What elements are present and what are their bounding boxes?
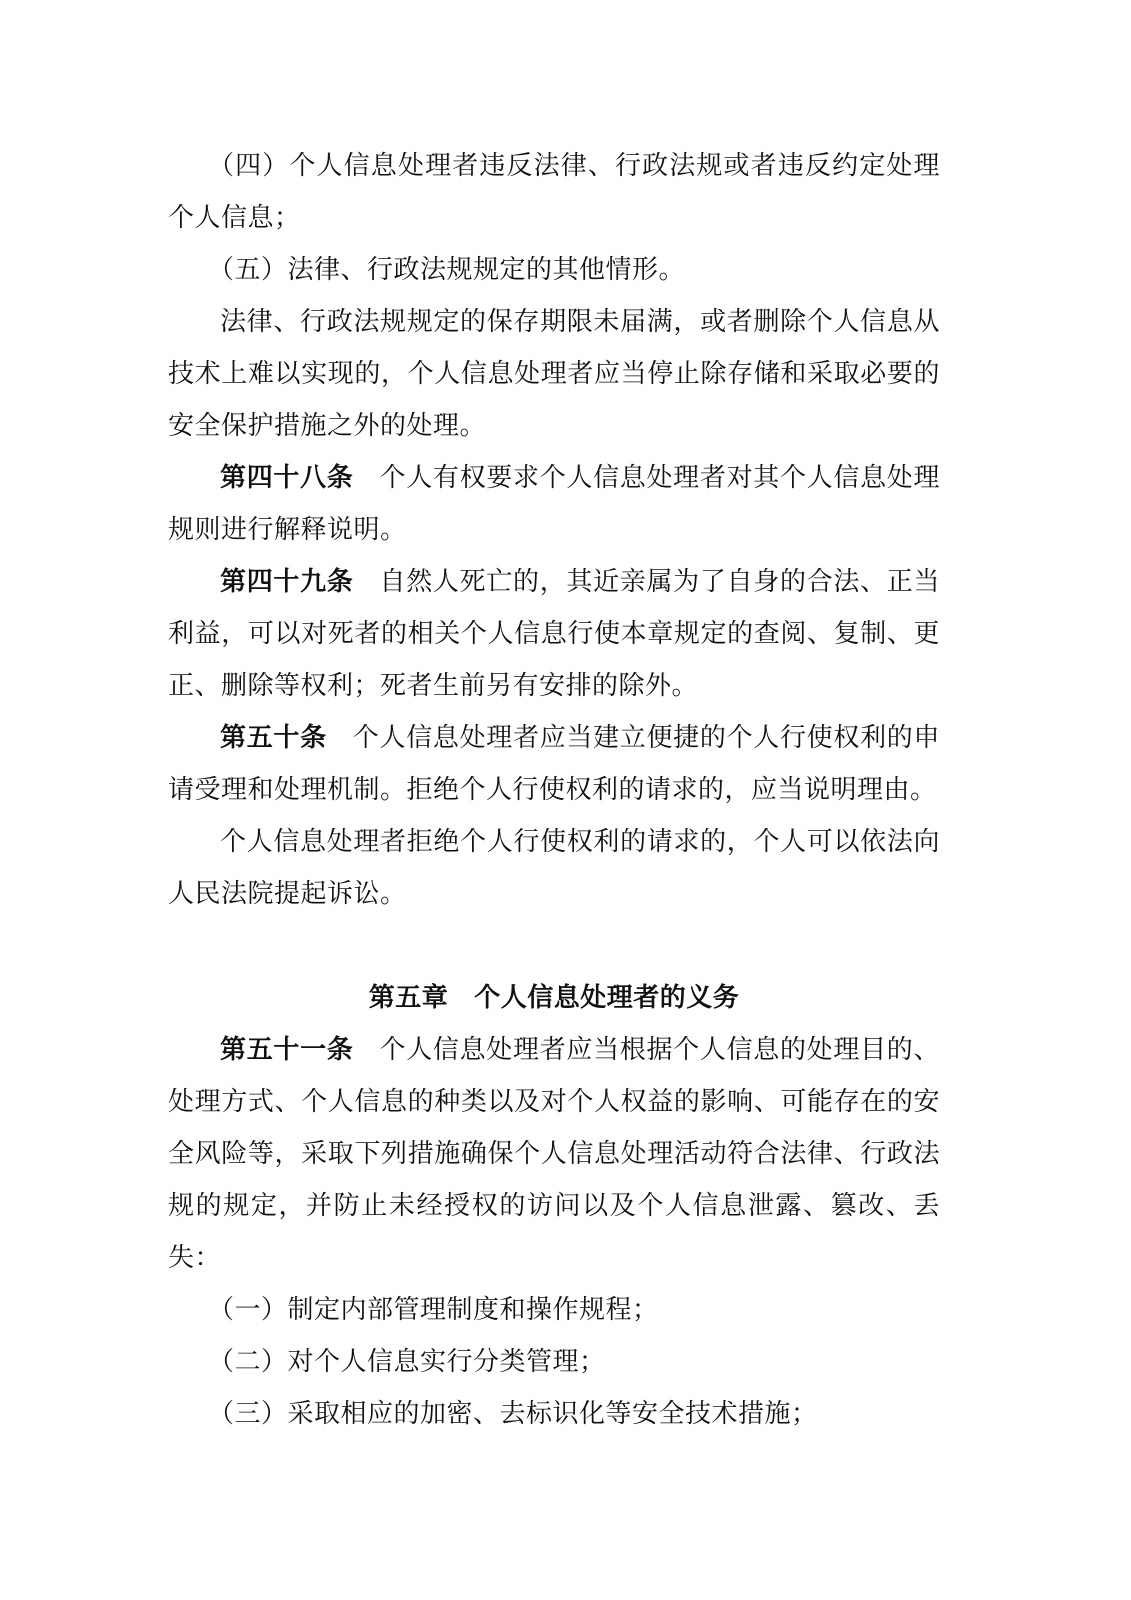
article-51 [168,1024,940,1284]
article-50-text: 个人信息处理者应当建立便捷的个人行使权利的申请受理和处理机制。拒绝个人行使权利的请求的，应当说明理由。 [168,723,940,805]
list-item-4: （四）个人信息处理者违反法律、行政法规或者违反约定处理个人信息； [168,151,940,233]
article-50 [168,712,940,816]
paragraph-lawsuit: 个人信息处理者拒绝个人行使权利的请求的，个人可以依法向人民法院提起诉讼。 [168,827,940,909]
document-page [168,140,940,1440]
chapter-heading [168,972,940,1024]
article-51-label: 第五十一条 [220,1035,354,1065]
chapter-title: 个人信息处理者的义务 [474,983,740,1013]
article-51-item-3: （三）采取相应的加密、去标识化等安全技术措施； [208,1399,818,1429]
article-51-item-2: （二）对个人信息实行分类管理； [208,1347,606,1377]
article-48 [168,452,940,556]
article-50-label: 第五十条 [220,723,327,753]
article-49 [168,556,940,712]
article-51-item-1: （一）制定内部管理制度和操作规程； [208,1295,659,1325]
paragraph-retention: 法律、行政法规规定的保存期限未届满，或者删除个人信息从技术上难以实现的，个人信息处理者应当停止除存储和采取必要的安全保护措施之外的处理。 [168,307,940,441]
article-48-text: 个人有权要求个人信息处理者对其个人信息处理规则进行解释说明。 [168,463,940,545]
article-49-text: 自然人死亡的，其近亲属为了自身的合法、正当利益，可以对死者的相关个人信息行使本章规定的查阅、复制、更正、删除等权利；死者生前另有安排的除外。 [168,567,940,701]
article-51-text: 个人信息处理者应当根据个人信息的处理目的、处理方式、个人信息的种类以及对个人权益的影响、可能存在的安全风险等，采取下列措施确保个人信息处理活动符合法律、行政法规的规定，并防止未经授权的访问以及个人信息泄露、篡改、丢失： [168,1035,940,1273]
list-item-5: （五）法律、行政法规规定的其他情形。 [208,255,686,285]
chapter-number: 第五章 [368,983,449,1013]
article-48-label: 第四十八条 [220,463,354,493]
article-49-label: 第四十九条 [220,567,354,597]
